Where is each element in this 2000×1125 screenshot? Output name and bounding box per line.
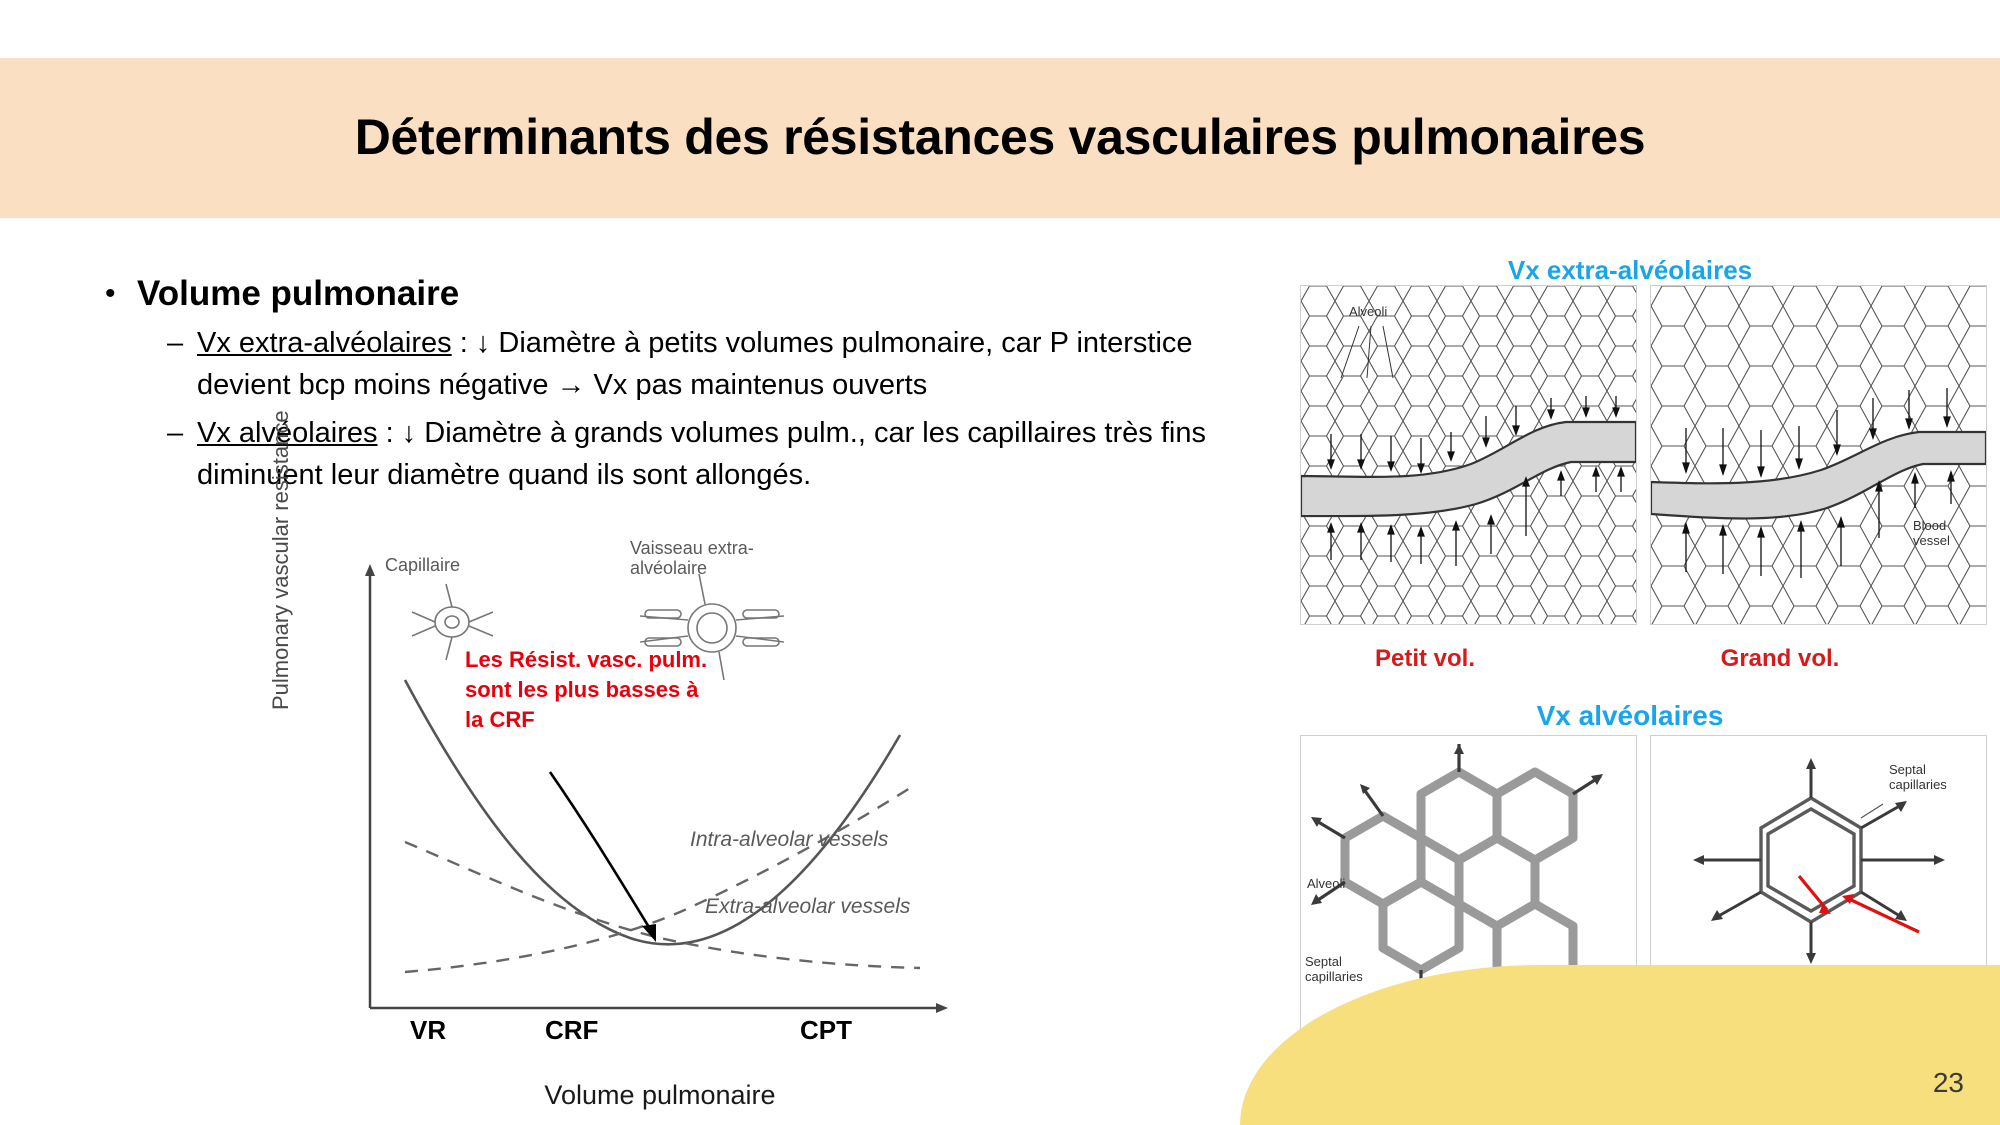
page-title: Déterminants des résistances vasculaires pulmonaires [354,109,1646,165]
bullet-marker: • [105,277,116,310]
bullet-item-volume-pulmonaire [105,272,1305,316]
sub-marker: – [167,417,184,449]
sub-item-extra-alveolaires [167,322,1305,406]
figure-caption-alveolaires: Vx alvéolaires [1536,700,1724,731]
sub-item-body: : ↓ Diamètre à grands volumes pulm., car les capillaires très fins diminuent leur diamètre quand ils sont allongés. [197,417,1206,491]
figure-caption-extra-alveolaires: Vx extra-alvéolaires [1507,255,1753,285]
figure-label-alveoli: Alveoli [1307,876,1346,891]
chart-tick-cpt: CPT [800,1015,852,1045]
figure-label-blood-vessel: Blood vessel [1913,518,1950,548]
chart-tick-crf: CRF [545,1015,599,1045]
bullet-title: Volume pulmonaire [137,274,460,313]
figure-extra-alveolar-large-volume [1650,285,1987,625]
figure-label-septal-capillaries: Septal capillaries [1305,954,1363,984]
figure-extra-alveolar-small-volume [1300,285,1637,625]
chart-legend-extra-alveolar: Extra-alveolar vessels [705,895,911,918]
figure-caption-petit-vol: Petit vol. [1374,645,1476,672]
figure-label-septal-capillaries: Septal capillaries [1889,762,1947,792]
figure-label-alveoli: Alveoli [1349,304,1388,319]
sub-marker: – [167,327,184,359]
sub-item-text [197,412,1287,496]
figure-caption-grand-vol: Grand vol. [1720,645,1840,672]
sub-item-term: Vx extra-alvéolaires [197,327,452,359]
chart-y-axis-label: Pulmonary vascular resistance [268,410,293,710]
sub-item-text [197,322,1287,406]
page-number: 23 [1932,1067,1964,1098]
chart-svg [300,560,1040,1080]
chart-inset-label-extra-alveolaire: Vaisseau extra-alvéolaire [630,538,754,578]
sub-item-body: : ↓ Diamètre à petits volumes pulmonaire, car P interstice devient bcp moins négative → Vx pas maintenus ouverts [197,327,1193,401]
chart-red-annotation: Les Résist. vasc. pulm. sont les plus basses à la CRF [465,647,708,732]
chart-inset-label-capillaire: Capillaire [385,555,461,575]
chart-x-axis-label: Volume pulmonaire [544,1080,776,1110]
chart-legend-intra-alveolar: Intra-alveolar vessels [690,828,889,851]
chart-tick-vr: VR [410,1015,447,1045]
sub-item-alveolaires [167,412,1305,496]
sub-item-term: Vx alvéolaires [197,417,378,449]
